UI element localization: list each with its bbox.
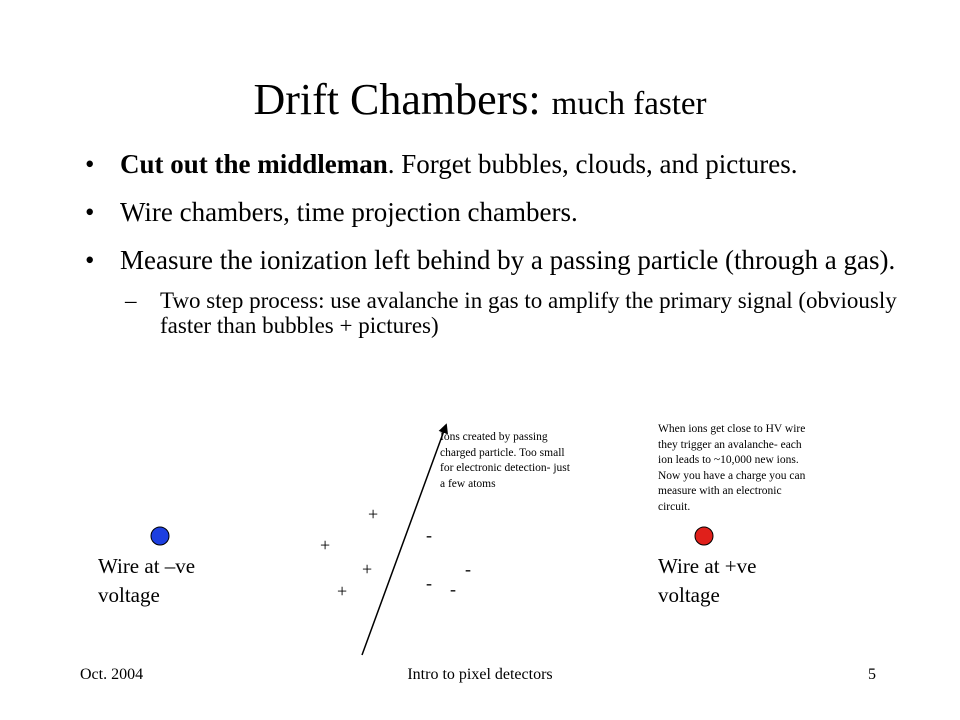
footer-title: Intro to pixel detectors	[407, 666, 553, 683]
positive-ion: +	[337, 581, 348, 601]
negative-ion: -	[465, 559, 471, 579]
bullet-text: Measure the ionization left behind by a passing particle (through a gas).	[120, 245, 896, 275]
negative-ion: -	[426, 573, 432, 593]
positive-wire-label: Wire at +ve voltage	[658, 554, 757, 607]
bullet-item: • Measure the ionization left behind by a passing particle (through a gas).	[85, 245, 896, 275]
title-subtitle: much faster	[551, 86, 707, 122]
sub-bullet-text: Two step process: use avalanche in gas to amplify the primary signal (obviously faster than bubbles + pictures)	[160, 288, 897, 338]
bullet-bold-text: Cut out the middleman	[120, 149, 388, 179]
page-number: 5	[868, 666, 876, 683]
negative-ion: -	[426, 525, 432, 545]
negative-wire-label: Wire at –ve voltage	[98, 554, 196, 607]
bullet-item: • Cut out the middleman. Forget bubbles, clouds, and pictures.	[85, 149, 798, 179]
positive-wire-dot	[695, 527, 713, 545]
particle-track-arrow	[362, 428, 445, 655]
bullet-item: • Wire chambers, time projection chambers.	[85, 197, 578, 227]
bullet-text: Wire chambers, time projection chambers.	[120, 197, 578, 227]
ions-note: Ions created by passing charged particle. Too small for electronic detection- just a few atoms	[440, 431, 570, 490]
footer-date: Oct. 2004	[80, 666, 144, 683]
avalanche-note: When ions get close to HV wire they trigger an avalanche- each ion leads to ~10,000 new ions. Now you have a charge you can measure with an electronic circuit.	[658, 423, 806, 513]
bullet-text: . Forget bubbles, clouds, and pictures.	[387, 149, 798, 179]
negative-ion: -	[450, 579, 456, 599]
positive-ion: +	[362, 559, 373, 579]
title-main: Drift Chambers:	[253, 75, 541, 124]
sub-bullet-item: – Two step process: use avalanche in gas to amplify the primary signal (obviously faster than bubbles + pictures)	[125, 288, 897, 338]
positive-ion: +	[320, 535, 331, 555]
positive-ion: +	[368, 504, 379, 524]
negative-wire-dot	[151, 527, 169, 545]
